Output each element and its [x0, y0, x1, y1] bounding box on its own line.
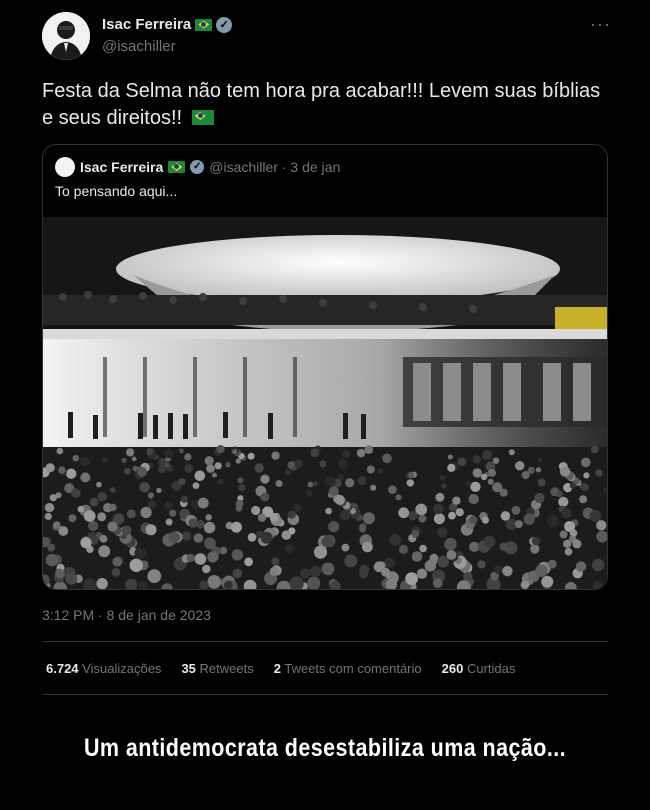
quotes-count: 2: [273, 661, 281, 676]
views-stat[interactable]: [46, 661, 161, 676]
quoted-tweet[interactable]: [42, 144, 608, 590]
brazil-flag-icon: [168, 161, 185, 173]
divider-bottom: [42, 694, 608, 695]
tweet-text: [42, 78, 612, 132]
tweet-timestamp[interactable]: 3:12 PM · 8 de jan de 2023: [42, 607, 211, 623]
tweet-text-content: Festa da Selma não tem hora pra acabar!!! Levem suas bíblias e seus direitos!!: [42, 80, 601, 129]
brazil-flag-icon: [192, 110, 214, 125]
divider-top: [42, 641, 608, 642]
verified-badge-icon: ✓: [190, 160, 204, 174]
quoted-handle-date: @isachiller · 3 de jan: [209, 159, 341, 175]
brazil-flag-icon: [195, 19, 212, 31]
likes-stat[interactable]: [442, 661, 516, 676]
retweets-stat[interactable]: [181, 661, 253, 676]
likes-count: 260: [441, 661, 464, 676]
quoted-tweet-photo[interactable]: [43, 217, 607, 589]
author-handle[interactable]: @isachiller: [102, 38, 176, 55]
quoted-author-name: Isac Ferreira: [80, 159, 164, 175]
author-name[interactable]: Isac Ferreira: [102, 16, 192, 33]
tweet-stats: [46, 661, 515, 676]
likes-label: Curtidas: [466, 661, 516, 676]
quote-tweets-stat[interactable]: [274, 661, 422, 676]
more-options-icon[interactable]: ···: [590, 14, 611, 34]
verified-badge-icon: ✓: [216, 17, 232, 33]
views-label: Visualizações: [82, 661, 162, 676]
views-count: 6.724: [46, 661, 79, 676]
author-name-row[interactable]: [102, 16, 232, 33]
quoted-author-avatar: [55, 157, 75, 177]
quotes-label: Tweets com comentário: [284, 661, 422, 676]
meme-caption: Um antidemocrata desestabiliza uma nação...: [83, 734, 567, 762]
author-avatar[interactable]: [42, 12, 90, 60]
quoted-tweet-text: To pensando aqui...: [55, 183, 178, 199]
retweets-label: Retweets: [199, 661, 254, 676]
retweets-count: 35: [181, 661, 196, 676]
quoted-tweet-header: [55, 157, 340, 177]
